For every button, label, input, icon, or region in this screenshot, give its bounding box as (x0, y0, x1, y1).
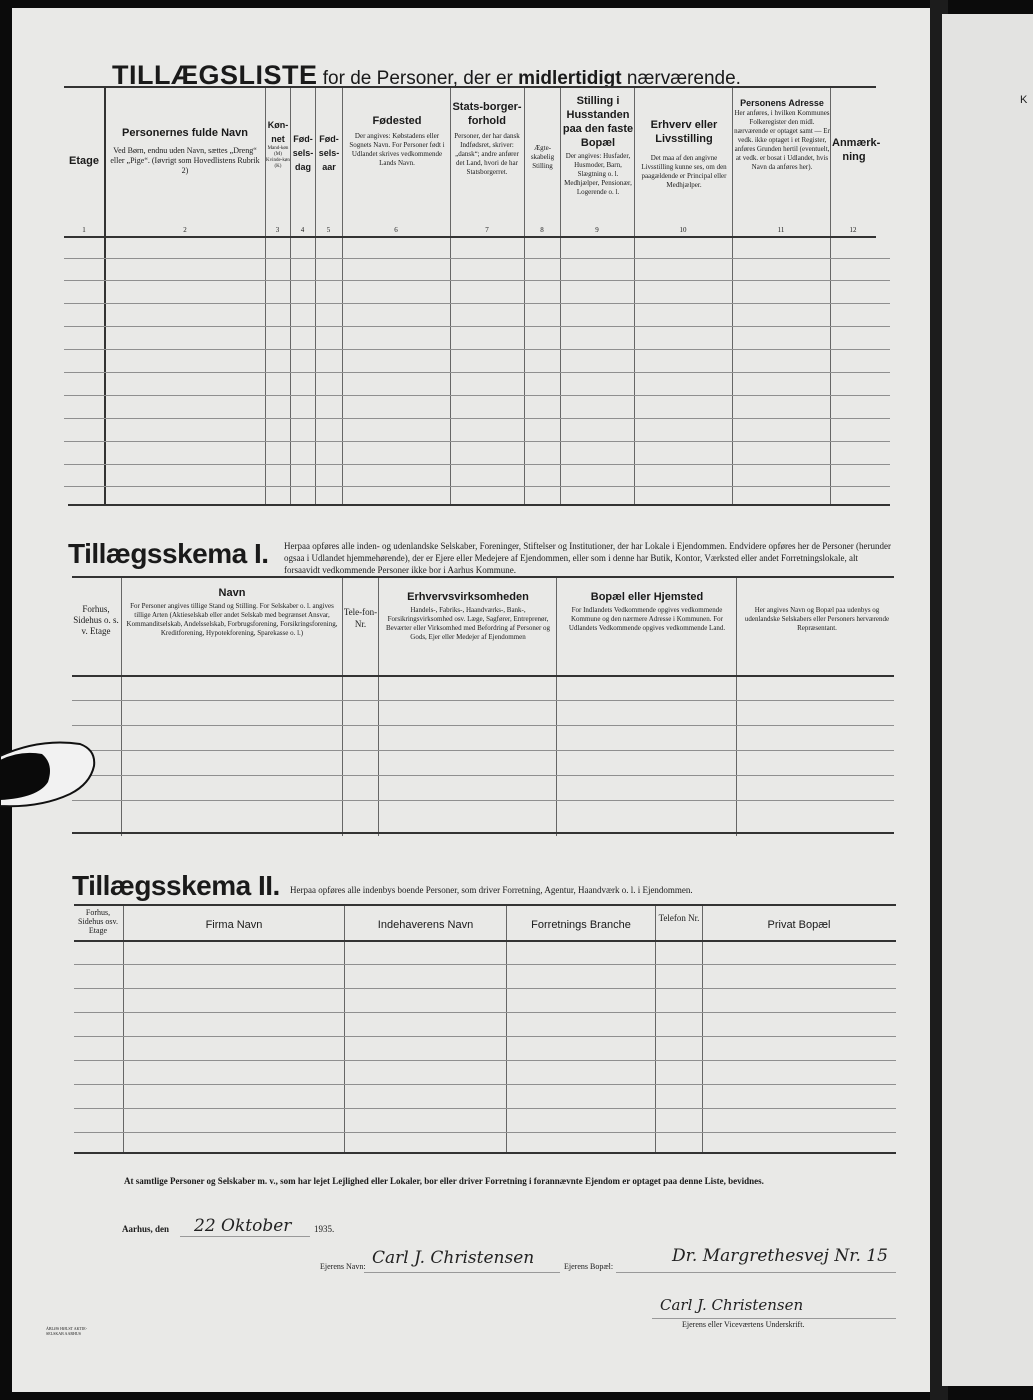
col-birthyear-header: Fød-sels-aar (318, 134, 340, 172)
col-etage-header: Etage (69, 155, 99, 167)
date-handwritten: 22 Oktober (194, 1216, 292, 1236)
skema1-col-business: Erhvervsvirksomheden (407, 591, 529, 603)
skema1-col-representative: Her angives Navn og Bopæl paa udenbys og udenlandske Selskabers eller Personers herværende Repræsentant. (744, 606, 890, 632)
skema1-title: Tillægsskema I. (68, 538, 269, 569)
col-number: 4 (300, 226, 305, 234)
col-number: 2 (183, 226, 187, 234)
skema2-title: Tillægsskema II. (72, 870, 280, 901)
owner-address-handwritten: Dr. Margrethesvej Nr. 15 (672, 1246, 888, 1266)
form-page (12, 8, 930, 1392)
col-address-header: Personens Adresse (740, 98, 824, 108)
form-title: TILLÆGSLISTE for de Personer, der er midlertidigt nærværende. (112, 60, 741, 90)
col-number: 5 (326, 226, 331, 234)
owner-name-handwritten: Carl J. Christensen (372, 1248, 535, 1268)
col-address-desc: Her anføres, i hvilken Kommunes Folkeregister den midl. nærværende er optaget samt — Er vedk. ikke optaget i et Register, anføres Grunden hertil (eventuelt, at vedk. er bosat i Udlandet, hvis Navn da anføres her). (734, 109, 830, 171)
col-number: 1 (82, 226, 86, 234)
skema1-col-residence-desc: For Indlandets Vedkommende opgives vedkommende Kommune og den nærmere Adresse i Kommunen. For Udlandets Vedkommende opgives vedkommende Land. (568, 606, 726, 632)
col-name-header: Personernes fulde Navn (122, 127, 248, 139)
owner-name-label: Ejerens Navn: (320, 1262, 366, 1271)
col-occupation-header: Erhverv eller Livsstilling (650, 119, 718, 145)
col-occupation-desc: Det maa af den angivne Livsstilling kunne ses, om den paagældende er Principal eller Medhjælper. (641, 154, 727, 189)
skema2-col-firm: Firma Navn (205, 919, 263, 931)
printer-imprint: ÅBLØS HØLST AKTIESELSKAB AARHUS (46, 1326, 88, 1336)
col-citizenship-header: Stats-borger-forhold (452, 101, 522, 127)
col-remarks-header: Anmærk-ning (832, 137, 881, 163)
adjacent-page (942, 14, 1033, 1386)
declaration-text: At samtlige Personer og Selskaber m. v., som har lejet Lejlighed eller Lokaler, bor eller driver Forretning i forannævnte Ejendom er optaget paa denne Liste, bevidnes. (124, 1176, 764, 1186)
skema2-intro: Herpaa opføres alle indenbys boende Personer, som driver Forretning, Agentur, Haandværk o. l. i Ejendommen. (290, 885, 693, 895)
col-birthplace-desc: Der angives: Købstadens eller Sognets Navn. For Personer født i Udlandet skrives vedkommende Lands Navn. (349, 132, 445, 167)
col-number: 7 (485, 226, 489, 234)
col-birthplace-header: Fødested (372, 115, 422, 127)
skema1-col-etage: Forhus, Sidehus o. s. v. Etage (73, 604, 119, 636)
col-name-desc: Ved Børn, endnu uden Navn, sættes „Dreng“ eller „Pige“. (Iøvrigt som Hovedlistens Rubrik 2) (110, 146, 260, 175)
col-sex-header: Køn-net (267, 120, 289, 144)
skema1-col-name: Navn (218, 587, 246, 599)
signature-label: Ejerens eller Viceværtens Underskrift. (682, 1320, 805, 1329)
skema1-col-phone: Tele-fon-Nr. (343, 607, 378, 629)
thumb-image (0, 736, 96, 812)
col-household-header: Stilling i Husstanden paa den faste Bopæl (562, 95, 634, 149)
skema1-col-residence: Bopæl eller Hjemsted (590, 591, 704, 603)
skema2-col-etage: Forhus, Sidehus osv. Etage (78, 908, 118, 935)
skema1-col-business-desc: Handels-, Fabriks-, Haandværks-, Bank-, Forsikringsvirksomhed osv. Læge, Sagfører, Entreprenør, Beværter eller Virksomhed med Befordring af Personer og Gods, Ejer eller Medejer af Ejendommen (385, 606, 551, 641)
date-place: Aarhus, den (122, 1224, 170, 1234)
owner-signature: Carl J. Christensen (660, 1296, 804, 1314)
col-number: 8 (540, 226, 544, 234)
col-number: 12 (849, 226, 857, 234)
col-number: 6 (394, 226, 398, 234)
date-year: 1935. (314, 1224, 335, 1234)
col-birthday-header: Fød-sels-dag (292, 134, 314, 172)
skema2-col-address: Privat Bopæl (767, 919, 831, 931)
col-number: 10 (679, 226, 687, 234)
col-number: 11 (777, 226, 785, 234)
skema1-intro: Herpaa opføres alle inden- og udenlandske Selskaber, Foreninger, Stiftelser og Institutioner, der har Lokale i Ejendommen. Endvidere opføres her de Personer (herunder ogsaa i Udlandet hjemmehørende), der er Ejere eller Medejere af Ejendommen, eller som i denne har Butik, Kontor, Værksted eller andet Forretningslokale, alt forsaavidt vedkommende Personer ikke bor i Aarhus Kommune. (284, 541, 891, 575)
skema2-col-branch: Forretnings Branche (531, 919, 631, 931)
col-household-desc: Der angives: Husfader, Husmoder, Barn, Slægtning o. l. Medhjælper, Pensionær, Logerende o. l. (564, 152, 632, 196)
skema2-col-owner: Indehaverens Navn (377, 919, 474, 931)
skema1-col-name-desc: For Personer angives tillige Stand og Stilling. For Selskaber o. l. angives tillige Arten (Aktieselskab eller andet Selskab med begrænset Ansvar, Kommanditselskab, Andelsselskab, Forbrugsforening, Forsikringsforening, Kreditforening, Hypotekforening, Sparekasse o. l.) (126, 602, 338, 637)
adjacent-page-fragment: K (1020, 94, 1028, 106)
col-number: 3 (275, 226, 280, 234)
col-number: 9 (595, 226, 599, 234)
skema2-col-phone: Telefon Nr. (658, 913, 700, 923)
col-marital-header: Ægte-skabelig Stilling (530, 144, 555, 170)
col-citizenship-desc: Personer, der har dansk Indfødsret, skriver: „dansk“; andre anfører det Land, hvori de har Statsborgerret. (454, 132, 520, 176)
owner-address-label: Ejerens Bopæl: (564, 1262, 614, 1271)
col-sex-desc: Mand-køn (M) Kvinde-køn (K) (266, 146, 290, 169)
